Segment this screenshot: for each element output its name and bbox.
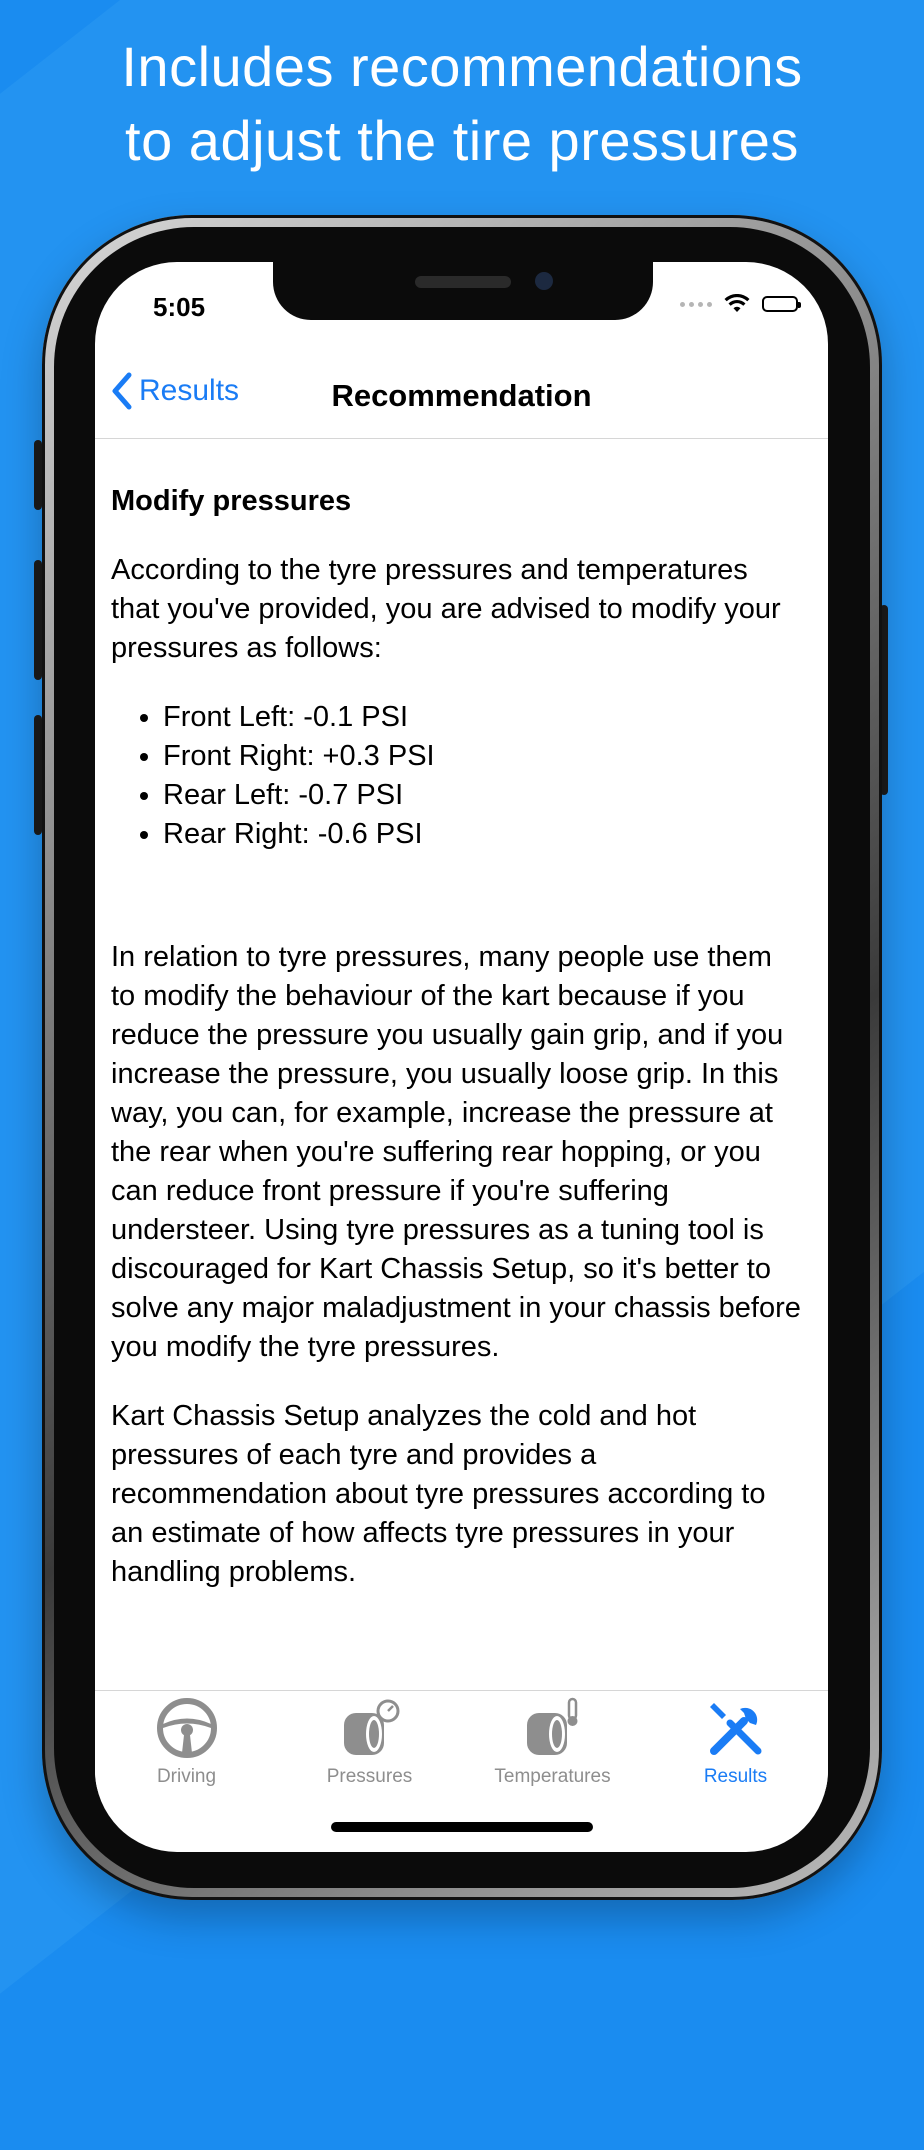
battery-icon <box>762 296 798 312</box>
tab-label: Temperatures <box>494 1766 611 1787</box>
tab-label: Driving <box>156 1766 217 1787</box>
status-indicators <box>680 294 798 314</box>
tab-pressures[interactable] <box>278 1697 461 1788</box>
intro-paragraph: According to the tyre pressures and temperatures that you've provided, you are advised to modify your pressures as follows: <box>111 554 781 664</box>
volume-up-button <box>34 440 42 510</box>
cellular-signal-icon <box>680 302 712 307</box>
notch <box>273 262 653 320</box>
recommendation-heading: Modify pressures <box>111 485 352 517</box>
page-title: Recommendation <box>331 378 592 413</box>
tools-icon <box>704 1697 768 1759</box>
status-time: 5:05 <box>153 292 206 322</box>
tab-bar <box>95 1690 828 1791</box>
pressure-adjustment-list <box>111 698 801 854</box>
list-item: • Rear Left: -0.7 PSI <box>163 776 801 815</box>
tab-temperatures[interactable] <box>461 1697 644 1788</box>
steering-wheel-icon <box>155 1697 219 1759</box>
list-item: • Front Left: -0.1 PSI <box>163 698 801 737</box>
home-indicator <box>331 1822 593 1832</box>
tab-label: Results <box>703 1766 768 1787</box>
phone-screen <box>95 262 828 1852</box>
silent-switch <box>34 715 42 835</box>
back-button-label: Results <box>139 374 240 407</box>
recommendation-content <box>111 482 801 1622</box>
wifi-icon <box>724 294 750 314</box>
headline-line-1: Includes recommendations <box>121 35 803 98</box>
speaker-grille <box>415 276 511 288</box>
navigation-bar <box>95 352 828 439</box>
tab-driving[interactable] <box>95 1697 278 1788</box>
list-item: • Front Right: +0.3 PSI <box>163 737 801 776</box>
list-item: • Rear Right: -0.6 PSI <box>163 815 801 854</box>
tab-results[interactable] <box>644 1697 827 1788</box>
explanation-paragraph: In relation to tyre pressures, many people use them to modify the behaviour of the kart because if you reduce the pressure you usually gain grip, and if you increase the pressure, you usually loose grip. In this way, you can, for example, increase the pressure at the rear when you're suffering rear hopping, or you can reduce front pressure if you're suffering understeer. Using tyre pressures as a tuning tool is discouraged for Kart Chassis Setup, so it's better to solve any major maladjustment in your chassis before you modify the tyre pressures. <box>111 941 801 1363</box>
tire-pressure-icon <box>338 1697 402 1759</box>
analysis-paragraph: Kart Chassis Setup analyzes the cold and hot pressures of each tyre and provides a recommendation about tyre pressures according to an estimate of how affects tyre pressures in your handling problems. <box>111 1400 766 1588</box>
tire-temperature-icon <box>521 1697 585 1759</box>
volume-down-button <box>34 560 42 680</box>
marketing-headline <box>0 30 924 178</box>
front-camera <box>535 272 553 290</box>
headline-line-2: to adjust the tire pressures <box>125 109 799 172</box>
tab-label: Pressures <box>326 1766 413 1787</box>
